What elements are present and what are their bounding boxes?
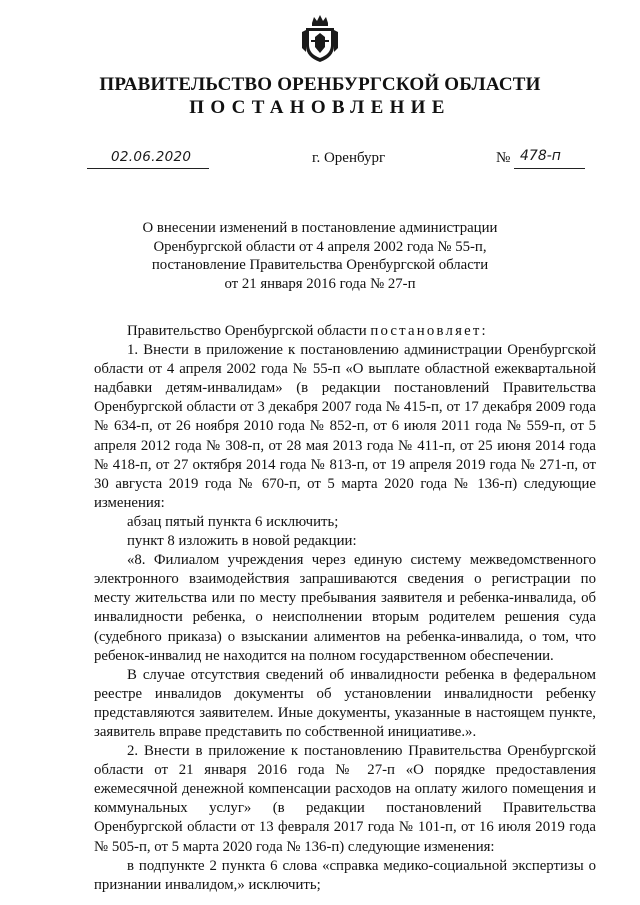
organization-name: ПРАВИТЕЛЬСТВО ОРЕНБУРГСКОЙ ОБЛАСТИ: [99, 74, 541, 95]
document-type: ПОСТАНОВЛЕНИЕ: [189, 97, 451, 118]
document-number: 478-п: [520, 148, 561, 164]
number-sign: №: [496, 150, 511, 166]
document-title: [120, 219, 520, 293]
date-field: [87, 150, 209, 169]
oblast-coat-of-arms-icon: [301, 14, 339, 64]
paragraph-1-item-b: пункт 8 изложить в новой редакции:: [127, 533, 357, 550]
number-field: [514, 150, 585, 169]
quoted-clause-8: «8. Филиалом учреждения через единую систему межведомственного электронного взаимодействия запрашиваются сведения о регистрации по месту жительства или по месту пребывания заявителя и ребенка-инвалида, об инвалидности ребенка, о неисполнении вторым родителем решения суда (судебного приказа) о взыскании алиментов на ребенка-инвалида, о том, что ребенок-инвалид не находится на полном государственном обеспечении.: [94, 552, 596, 664]
paragraph-2-item-a: в подпункте 2 пункта 6 слова «справка медико-социальной экспертизы о признании инвалидом,» исключить;: [94, 857, 596, 893]
paragraph-1: 1. Внести в приложение к постановлению администрации Оренбургской области от 4 апреля 2002 года № 55-п «О выплате областной ежеквартальной надбавки детям-инвалидам» (в редакции постановлений Правительства Оренбургской области от 3 декабря 2007 года № 415-п, от 17 декабря 2009 года № 634-п, от 26 ноября 2010 года № 852-п, от 6 июля 2011 года № 559-п, от 5 апреля 2012 года № 308-п, от 28 мая 2013 года № 411-п, от 25 июня 2014 года № 418-п, от 27 октября 2014 года № 813-п, от 19 апреля 2019 года № 271-п, от 30 августа 2019 года № 670-п, от 5 марта 2020 года № 136-п) следующие изменения:: [94, 342, 596, 511]
paragraph-2: 2. Внести в приложение к постановлению Правительства Оренбургской области от 21 января 2016 года № 27-п «О порядке предоставления ежемесячной денежной компенсации расходов на оплату жилого помещения и коммунальных услуг» (в редакции постановлений Правительства Оренбургской области от 13 февраля 2017 года № 101-п, от 16 июля 2019 года № 505-п, от 5 марта 2020 года № 136-п) следующие изменения:: [94, 743, 596, 855]
document-body: [94, 322, 596, 895]
title-line: от 21 января 2016 года № 27-п: [224, 275, 416, 292]
intro-lead: Правительство Оренбургской области: [127, 323, 371, 339]
title-line: постановление Правительства Оренбургской области: [151, 257, 489, 273]
document-date: 02.06.2020: [111, 149, 192, 165]
title-line: Оренбургской области от 4 апреля 2002 года № 55-п,: [153, 238, 487, 255]
paragraph-1-item-a: абзац пятый пункта 6 исключить;: [127, 513, 339, 530]
intro-paragraph: [94, 322, 596, 341]
intro-verb: постановляет:: [370, 323, 488, 339]
city: г. Оренбург: [312, 150, 386, 166]
quoted-clause-8-cont: В случае отсутствия сведений об инвалидности ребенка в федеральном реестре инвалидов документы об установлении инвалидности ребенку представляются заявителем. Иные документы, указанные в настоящем пункте, заявитель вправе представить по собственной инициативе.».: [94, 666, 596, 740]
title-line: О внесении изменений в постановление администрации: [142, 220, 498, 236]
